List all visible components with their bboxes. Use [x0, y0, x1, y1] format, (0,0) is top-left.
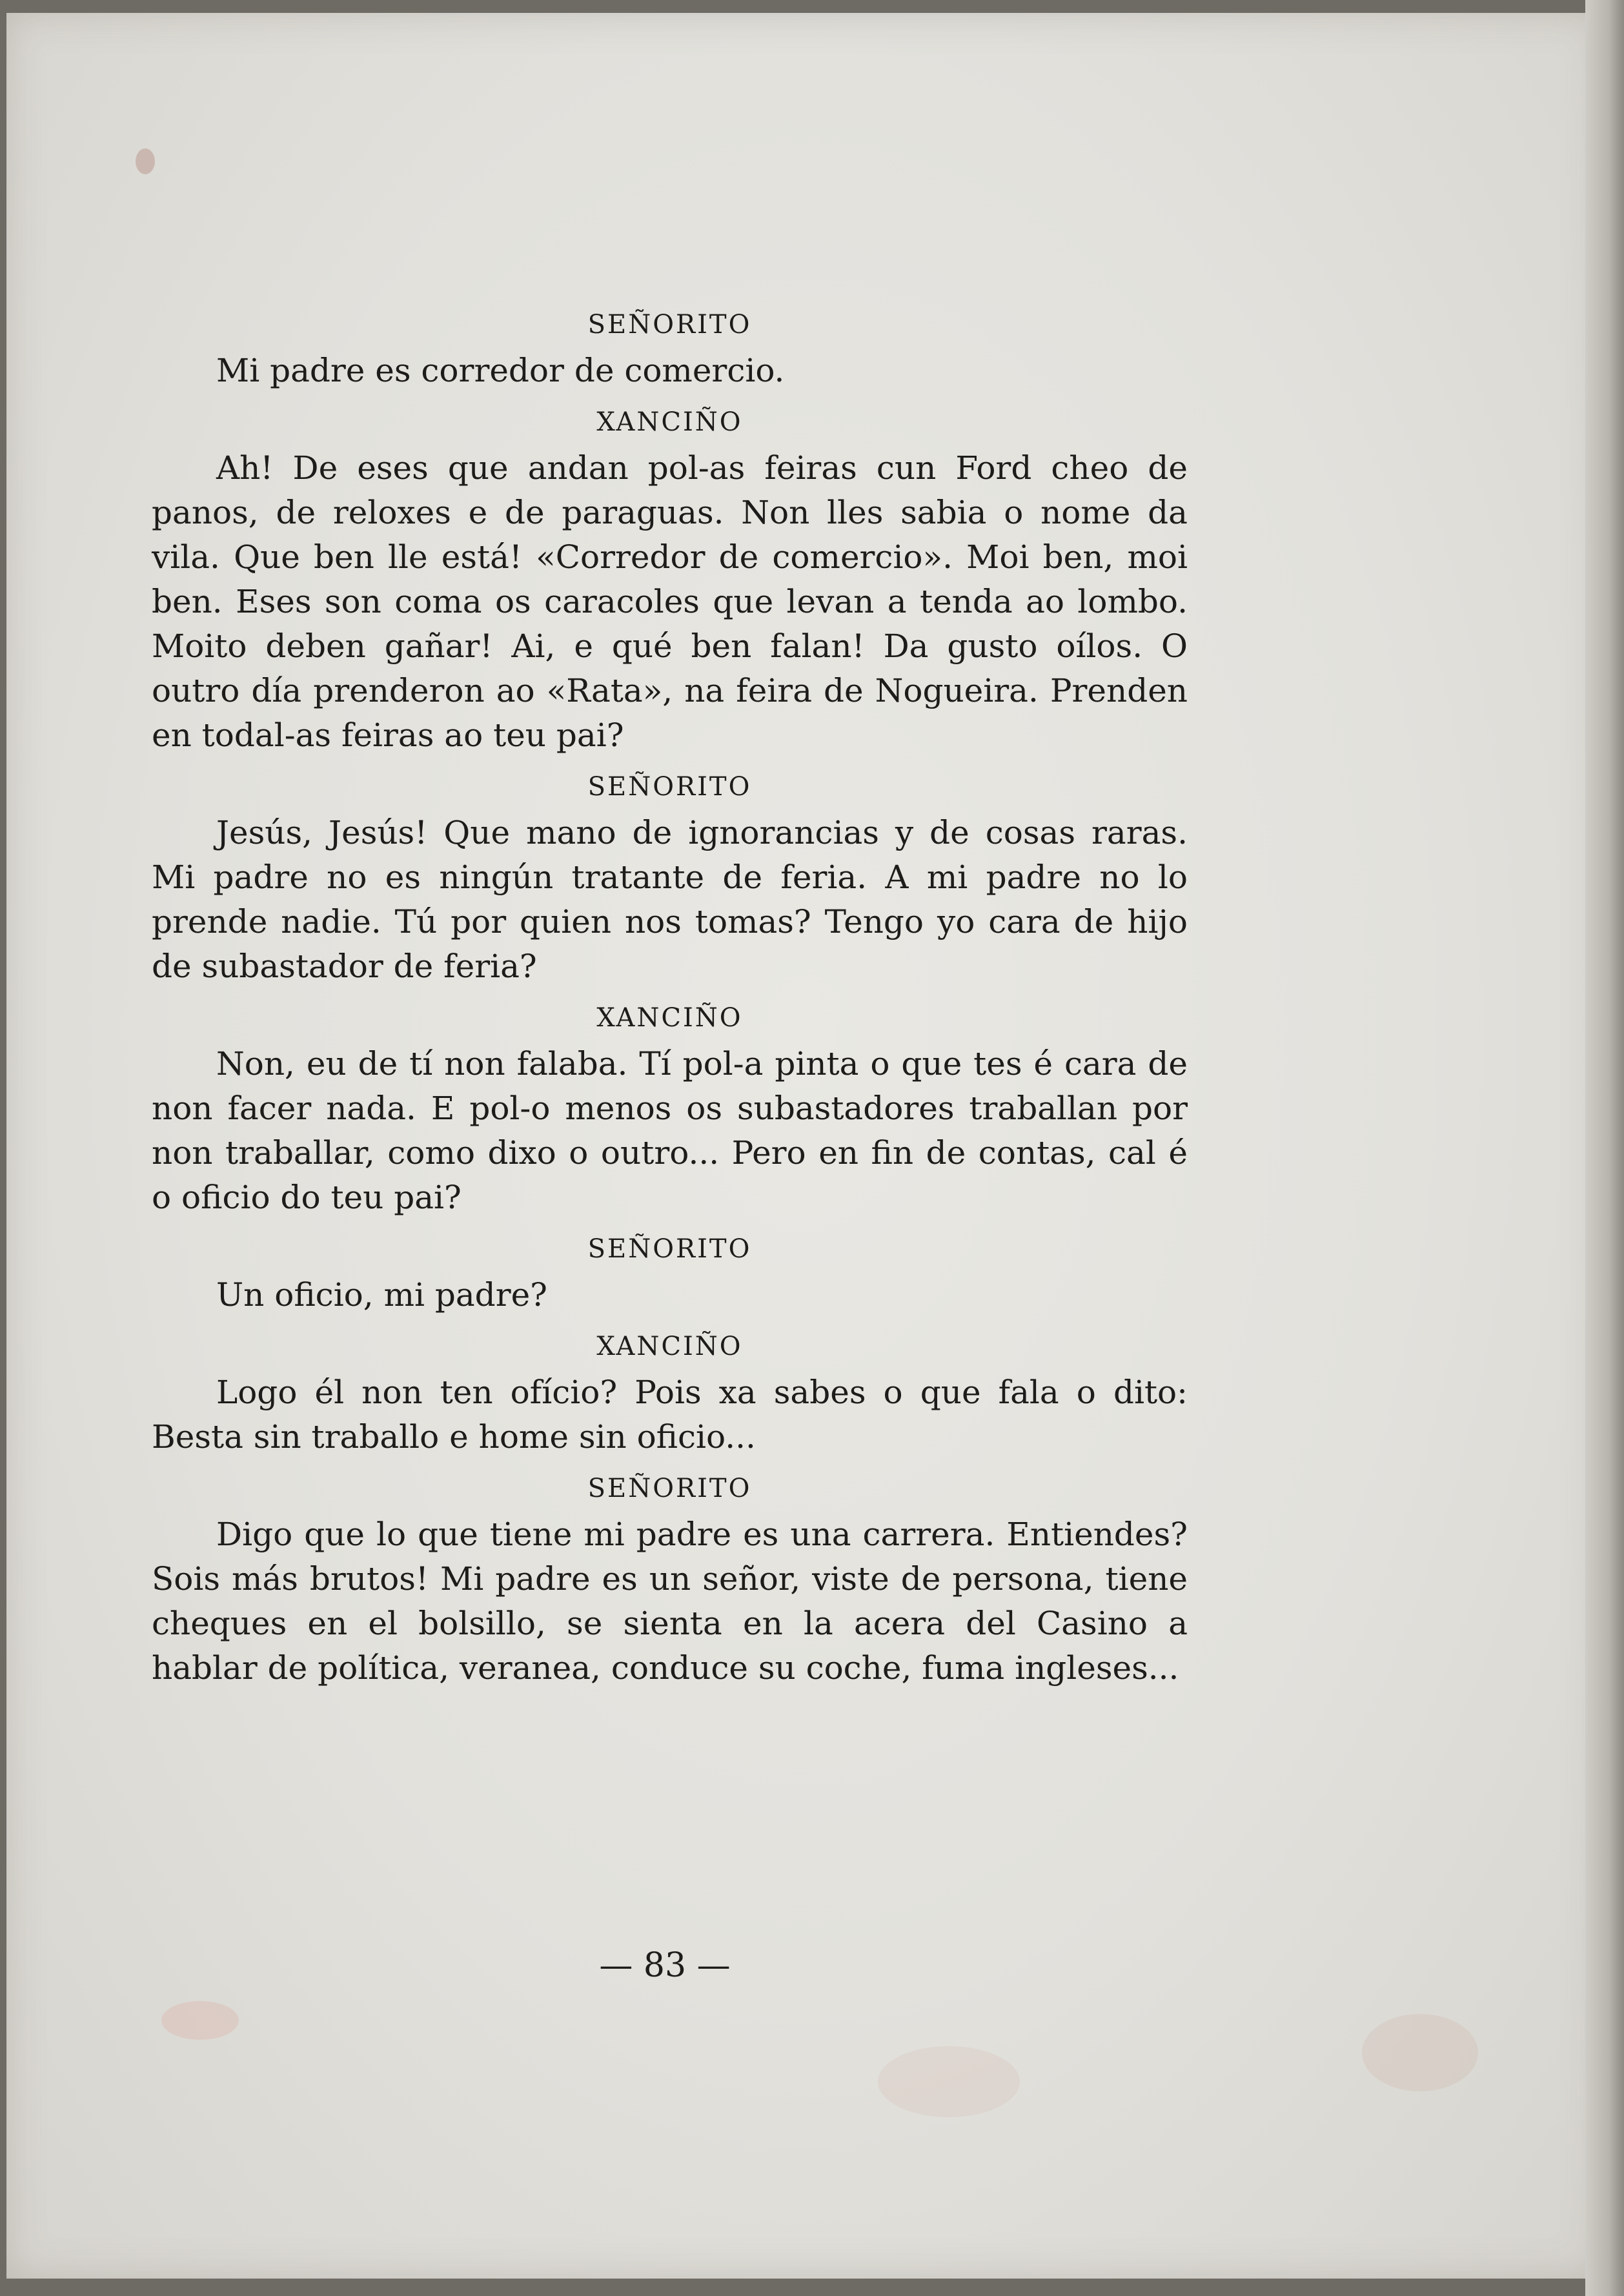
- stain-bottom-right: [1362, 2014, 1478, 2091]
- speech-paragraph: Non, eu de tí non falaba. Tí pol-a pinta o que tes é cara de non facer nada. E pol-o menos os subastadores traballan por non traballar, como dixo o outro... Pero en fin de contas, cal é o oficio do teu pai?: [152, 1045, 1188, 1216]
- stain-bottom-left: [161, 2001, 239, 2040]
- book-page: [6, 13, 1601, 2279]
- stain-bottom-middle: [878, 2046, 1020, 2117]
- speaker-name: SEÑORITO: [587, 1474, 752, 1503]
- page-number: — 83 —: [599, 1946, 731, 1985]
- speech-paragraph: Ah! De eses que andan pol-as feiras cun Ford cheo de panos, de reloxes e de paraguas. Non lles sabia o nome da vila. Que ben lle está! «Corredor de comercio». Moi ben, moi ben. Eses son coma os caracoles que levan a tenda ao lombo. Moito deben gañar! Ai, e qué ben falan! Da gusto oílos. O outro día prenderon ao «Rata», na feira de Nogueira. Prenden en todal-as feiras ao teu pai?: [152, 449, 1188, 754]
- stain-top-left: [136, 148, 155, 174]
- speaker-name: XANCIÑO: [596, 407, 743, 437]
- speaker-name: SEÑORITO: [587, 1234, 752, 1264]
- speaker-name: SEÑORITO: [587, 310, 752, 340]
- speech-paragraph: Digo que lo que tiene mi padre es una carrera. Entiendes? Sois más brutos! Mi padre es un señor, viste de persona, tiene cheques en el bolsillo, se sienta en la acera del Casino a hablar de política, veranea, conduce su coche, fuma ingleses...: [152, 1516, 1188, 1687]
- speech-paragraph: Un oficio, mi padre?: [216, 1276, 547, 1314]
- speaker-name: XANCIÑO: [596, 1003, 743, 1033]
- speech-paragraph: Logo él non ten ofício? Pois xa sabes o que fala o dito: Besta sin traballo e home sin oficio...: [152, 1374, 1188, 1456]
- speech-paragraph: Mi padre es corredor de comercio.: [216, 352, 785, 389]
- play-dialogue: [152, 310, 1188, 1705]
- page-edge: [1585, 0, 1624, 2296]
- speaker-name: XANCIÑO: [596, 1332, 743, 1361]
- speech-paragraph: Jesús, Jesús! Que mano de ignorancias y de cosas raras. Mi padre no es ningún tratante de feria. A mi padre no lo prende nadie. Tú por quien nos tomas? Tengo yo cara de hijo de subastador de feria?: [152, 814, 1188, 985]
- speaker-name: SEÑORITO: [587, 772, 752, 802]
